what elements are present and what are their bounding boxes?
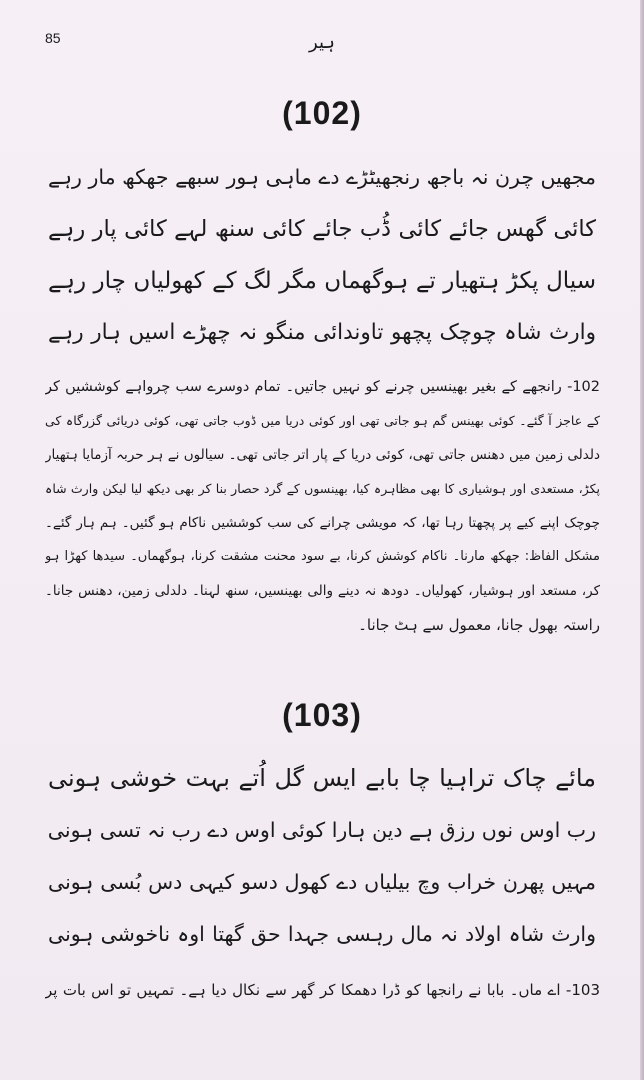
section-number-102: (102) <box>282 95 362 131</box>
verse-line: وارث شاہ چوچک پچھو تاوندائی منگو نہ چھڑے اسیں ہار رہے <box>48 320 596 345</box>
commentary-line: دلدلی زمین میں دھنس جاتی تھی، کوئی دریا کے پار اتر جاتی تھی۔ سیالوں نے ہر حربہ آزمایا ہتھیار <box>45 447 600 463</box>
verse-block-102 <box>48 155 596 355</box>
section-number-103: (103) <box>282 697 362 733</box>
commentary-line: 103- اے ماں۔ بابا نے رانجھا کو ڈرا دھمکا کر گھر سے نکال دیا ہے۔ تمہیں تو اس بات پر <box>45 981 600 999</box>
commentary-line: کے عاجز آ گئے۔ کوئی بھینس گم ہو جاتی تھی اور کوئی دریا میں ڈوب جاتی تھی، کوئی دریائی گزرگاہ کی <box>45 413 600 428</box>
commentary-line: چوچک اپنے کیے پر پچھتا رہا تھا، کہ مویشی چرانے کی سب کوششیں ناکام ہو گئیں۔ ہم ہار گئے۔ <box>45 515 600 531</box>
verse-line: سیال پکڑ ہتھیار تے ہوگھماں مگر لگ کے کھولیاں چار رہے <box>48 268 596 294</box>
verse-line: مہیں پھرن خراب وچ بیلیاں دے کھول دسو کیہی دس بُسی ہونی <box>48 870 596 894</box>
verse-block-103 <box>48 756 596 956</box>
running-head: ہیر <box>309 32 335 53</box>
commentary-line: پکڑ، مستعدی اور ہوشیاری کا بھی مظاہرہ کیا، بھینسوں کے گرد حصار بنا کر بھی دیکھ لیا لیکن وارث شاہ <box>45 481 600 496</box>
commentary-line: کر، مستعد اور ہوشیار، کھولیاں۔ دودھ نہ دینے والی بھینسیں، سنھ لہنا۔ دلدلی زمین، دھنس جانا۔ <box>45 583 600 599</box>
commentary-line: 102- رانجھے کے بغیر بھینسیں چرنے کو نہیں جاتیں۔ تمام دوسرے سب چرواہے کوششیں کر <box>45 379 600 395</box>
commentary-103 <box>45 976 600 1016</box>
page-edge-shadow <box>640 0 644 1080</box>
verse-line: وارث شاہ اولاد نہ مال رہسی جہدا حق گھتا اوہ ناخوشی ہونی <box>48 922 596 946</box>
commentary-line: راستہ بھول جانا، معمول سے ہٹ جانا۔ <box>358 616 600 634</box>
commentary-line: مشکل الفاظ: جھکھ مارنا۔ ناکام کوشش کرنا، بے سود محنت مشقت کرنا، ہوگھماں۔ سیدھا کھڑا ہو <box>45 549 600 564</box>
page-number: 85 <box>45 30 61 46</box>
verse-line: کائی گھس جائے کائی ڈُب جائے کائی سنھ لہے کائی پار رہے <box>48 216 596 242</box>
commentary-102 <box>45 373 600 663</box>
verse-line: مجھیں چرن نہ باجھ رنجھیٹڑے دے ماہی ہور سبھے جھکھ مار رہے <box>48 165 596 189</box>
verse-line: مائے چاک تراہیا چا بابے ایس گل اُتے بہت خوشی ہونی <box>48 764 596 792</box>
verse-line: رب اوس نوں رزق ہے دین ہارا کوئی اوس دے رب نہ تسی ہونی <box>48 818 596 842</box>
